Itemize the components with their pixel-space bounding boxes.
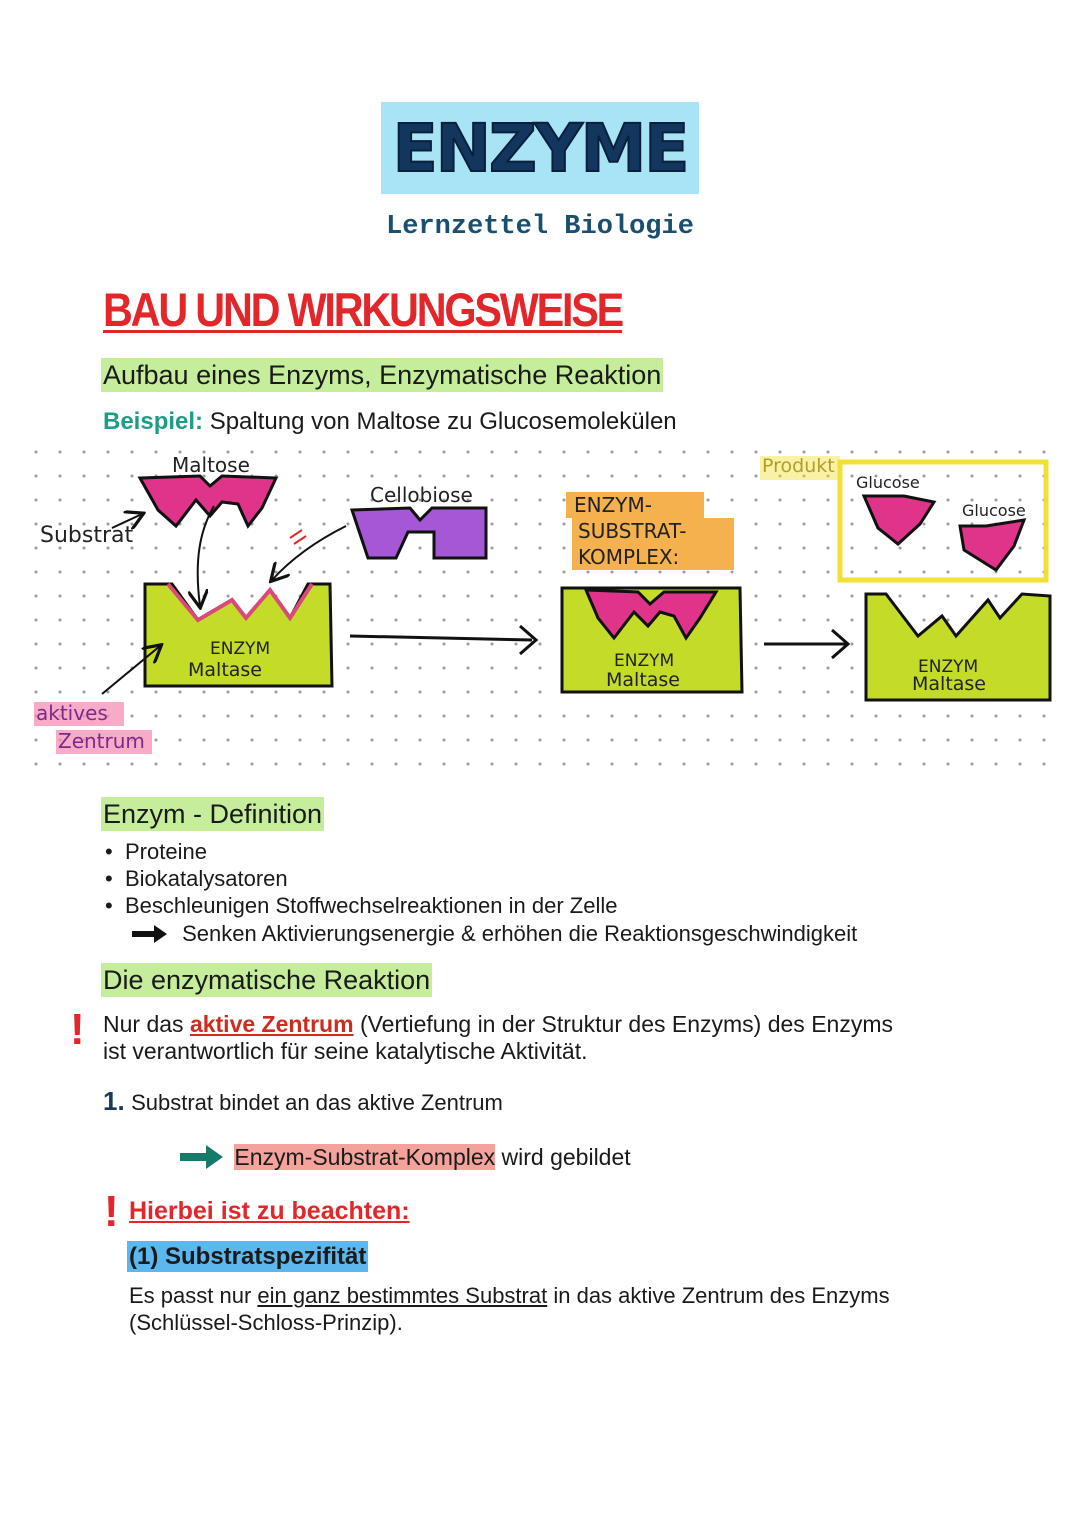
definition-conclusion [132,920,857,947]
section-heading: BAU UND WIRKUNGSWEISE [103,283,623,336]
title-banner [381,102,699,194]
spec-heading-text: (1) Substratspezifität [129,1243,367,1270]
glucose-label-2: Glucose [962,501,1026,520]
enzyme-name-1: Maltase [188,659,262,681]
complex-suffix: wird gebildet [501,1144,631,1170]
reaction-heading: Die enzymatische Reaktion [103,965,431,995]
substrat-label: Substrat [40,523,134,548]
definition-conclusion-text: Senken Aktivierungsenergie & erhöhen die Reaktionsgeschwindigkeit [182,921,858,946]
definition-list [103,838,617,919]
active-site-note-line1 [103,1011,893,1038]
active-site-note-line2: ist verantwortlich für seine katalytische Aktivität. [103,1038,588,1064]
spec-suffix: in das aktive Zentrum des Enzyms [553,1283,890,1308]
cellobiose-label: Cellobiose [370,483,473,507]
arrow-right-teal-icon [180,1144,224,1170]
active-site-term: aktive Zentrum [189,1011,354,1037]
page-subtitle: Lernzettel Biologie [386,212,694,242]
complex-formed-line [180,1144,631,1171]
step-text: Substrat bindet an das aktive Zentrum [131,1090,503,1115]
enzyme-name-3: Maltase [912,673,986,695]
example-label: Beispiel: [103,408,204,435]
enzyme-label-2: ENZYM [614,651,675,671]
enzyme-label-3: ENZYM [918,657,979,677]
substrate-specificity-heading [127,1243,368,1271]
attention-heading: Hierbei ist zu beachten: [129,1197,410,1225]
exclamation-icon: ! [104,1187,119,1236]
list-item: • Proteine [103,838,617,865]
enzyme-diagram [0,440,1080,780]
product-label: Produkt [762,455,835,477]
active-site-note [103,1011,893,1065]
arrow-right-icon [132,924,168,944]
specificity-text [129,1282,890,1336]
note-prefix: Nur das [103,1011,184,1037]
specificity-line1 [129,1282,890,1309]
definition-heading: Enzym - Definition [103,799,323,829]
specificity-line2: (Schlüssel-Schloss-Prinzip). [129,1310,403,1335]
spec-prefix: Es passt nur [129,1283,252,1308]
example-line [103,408,677,435]
product-highlight [760,456,840,480]
list-item: • Beschleunigen Stoffwechselreaktionen in der Zelle [103,892,617,919]
complex-highlight: Enzym-Substrat-Komplex [234,1144,496,1170]
enzyme-label-1: ENZYM [210,639,271,659]
active-site-label-1: aktives [36,701,108,725]
active-site-label-2: Zentrum [58,729,145,753]
step-1 [103,1088,503,1116]
complex-label-3: KOMPLEX: [578,545,680,569]
subheading-structure-text: Aufbau eines Enzyms, Enzymatische Reaktion [103,360,662,390]
glucose-label-1: Glucose [856,473,920,492]
list-item: • Biokatalysatoren [103,865,617,892]
exclamation-icon: ! [70,1005,85,1054]
step-number: 1. [103,1086,125,1116]
spec-underlined: ein ganz bestimmtes Substrat [257,1283,548,1308]
example-text: Spaltung von Maltose zu Glucosemolekülen [209,408,677,435]
page-title: ENZYME [392,109,688,187]
subheading-definition [101,797,324,831]
maltose-label: Maltose [172,453,250,477]
complex-label-2: SUBSTRAT- [578,519,687,543]
note-suffix: (Vertiefung in der Struktur des Enzyms) des Enzyms [359,1011,893,1037]
enzyme-name-2: Maltase [606,669,680,691]
subheading-reaction [101,963,432,997]
complex-label-1: ENZYM- [574,493,652,517]
subheading-structure [101,358,663,392]
